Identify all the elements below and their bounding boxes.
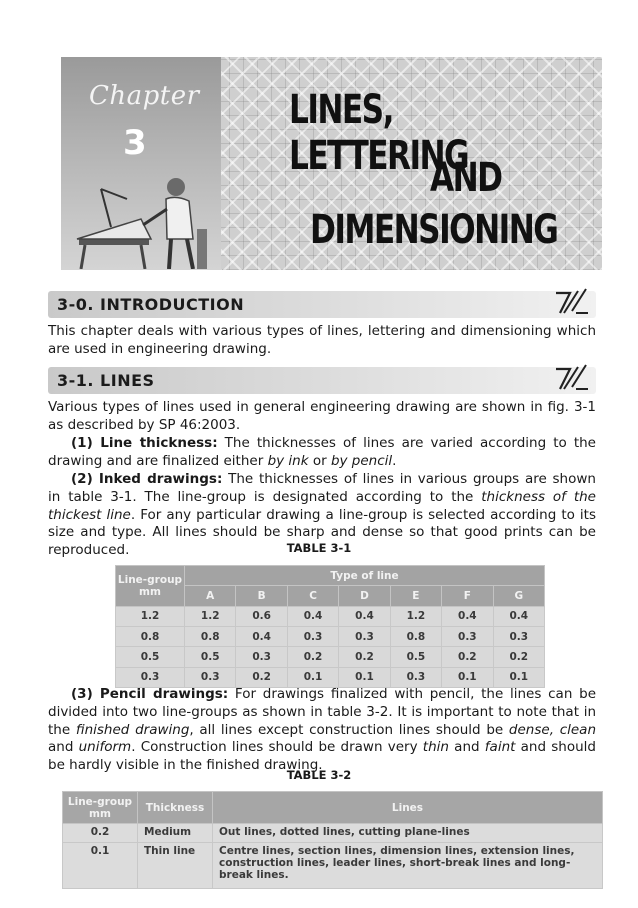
table-row — [63, 843, 603, 889]
table-cell: 0.3 — [116, 667, 185, 687]
section-heading-introduction — [48, 291, 596, 318]
chapter-label: Chapter — [89, 81, 200, 111]
table-cell: 0.4 — [339, 606, 390, 626]
table-cell: 0.4 — [287, 606, 338, 626]
table-cell: 0.3 — [493, 626, 544, 646]
table-cell: 0.8 — [390, 626, 441, 646]
pencil-marks-icon — [552, 283, 592, 321]
table-row — [63, 824, 603, 843]
table-header: Line-group mm — [116, 566, 185, 607]
paragraph-text: The thicknesses of lines in various groups are shown in table 3-1. The line-group is designated according to the — [48, 471, 596, 505]
introduction-text: This chapter deals with various types of lines, lettering and dimensioning which are used in engineering drawing. — [48, 323, 596, 357]
paragraph-text: and — [48, 739, 79, 756]
table-cell: 0.3 — [185, 667, 236, 687]
chapter-title-line-2: AND — [430, 155, 502, 201]
pencil-marks-icon — [552, 359, 592, 397]
table-3-1 — [115, 565, 545, 688]
table-cell: 0.5 — [116, 647, 185, 667]
table-header: A — [185, 586, 236, 606]
table-row — [116, 606, 545, 626]
paragraph-text: . — [392, 452, 397, 469]
table-cell: 1.2 — [390, 606, 441, 626]
emphasis-text: faint — [484, 739, 516, 756]
table-cell: 0.3 — [287, 626, 338, 646]
table-cell: 1.2 — [185, 606, 236, 626]
paragraph-text: and should be hardly visible in the finished drawing. — [48, 739, 596, 774]
table-cell: 1.2 — [116, 606, 185, 626]
pencil-drawings-label: (3) Pencil drawings: — [71, 686, 229, 702]
chapter-title-line-3: DIMENSIONING — [310, 207, 558, 253]
table-row — [116, 667, 545, 687]
table-cell: 0.2 — [63, 824, 138, 843]
emphasis-text: finished drawing — [75, 721, 190, 738]
emphasis-text: by pencil — [330, 452, 393, 469]
table-cell: Medium — [138, 824, 213, 843]
table-cell: 0.2 — [236, 667, 287, 687]
paragraph-text: . Construction lines should be drawn very — [131, 739, 423, 756]
table-cell: 0.1 — [442, 667, 493, 687]
paragraph-text: and — [448, 739, 485, 756]
table-cell: 0.5 — [390, 647, 441, 667]
table-header: Type of line — [185, 566, 545, 586]
chapter-number: 3 — [123, 123, 147, 163]
table-cell: 0.1 — [287, 667, 338, 687]
table-3-1-caption: TABLE 3-1 — [286, 541, 352, 555]
chapter-title-line-1: LINES, LETTERING — [289, 87, 469, 179]
table-header: E — [390, 586, 441, 606]
table-cell: 0.8 — [185, 626, 236, 646]
table-cell: 0.5 — [185, 647, 236, 667]
table-cell: 0.3 — [390, 667, 441, 687]
table-cell: 0.2 — [442, 647, 493, 667]
emphasis-text: dense, clean — [508, 721, 597, 738]
table-cell: 0.1 — [63, 843, 138, 889]
table-header: Line-group mm — [63, 792, 138, 824]
table-cell: 0.2 — [287, 647, 338, 667]
table-header: G — [493, 586, 544, 606]
table-header: Lines — [213, 792, 603, 824]
table-cell: 0.2 — [339, 647, 390, 667]
line-thickness-label: (1) Line thickness: — [71, 435, 218, 451]
lines-intro-text: Various types of lines used in general engineering drawing are shown in fig. 3-1 as described by SP 46:2003. — [48, 399, 596, 433]
table-cell: Centre lines, section lines, dimension lines, extension lines, construction lines, leader lines, short-break lines and long-break lines. — [213, 843, 603, 889]
table-header: B — [236, 586, 287, 606]
table-header: C — [287, 586, 338, 606]
table-3-2-caption: TABLE 3-2 — [286, 768, 352, 782]
emphasis-text: thin — [422, 739, 449, 756]
table-cell: 0.4 — [442, 606, 493, 626]
table-header: F — [442, 586, 493, 606]
line-thickness-paragraph — [48, 435, 596, 471]
paragraph-text: or — [308, 452, 331, 469]
table-cell: 0.8 — [116, 626, 185, 646]
paragraph-text: . For any particular drawing a line-group is selected according to its size and type. All lines should be sharp and dense so that good prints can be reproduced. — [48, 506, 596, 559]
paragraph-text: The thicknesses of lines are varied according to the drawing and are finalized either — [48, 435, 596, 469]
table-cell: 0.6 — [236, 606, 287, 626]
chapter-panel — [61, 57, 221, 270]
section-heading-label: 3-1. LINES — [57, 371, 155, 390]
table-cell: 0.4 — [236, 626, 287, 646]
chapter-banner — [61, 57, 602, 270]
paragraph-text: For drawings finalized with pencil, the lines can be divided into two line-groups as shown in table 3-2. It is important to note that in the — [48, 686, 596, 738]
table-cell: 0.3 — [236, 647, 287, 667]
table-row — [116, 626, 545, 646]
table-cell: Out lines, dotted lines, cutting plane-lines — [213, 824, 603, 843]
table-3-2 — [62, 791, 603, 889]
table-cell: 0.2 — [493, 647, 544, 667]
table-row — [116, 647, 545, 667]
table-header: D — [339, 586, 390, 606]
section-heading-label: 3-0. INTRODUCTION — [57, 295, 245, 314]
table-cell: 0.4 — [493, 606, 544, 626]
section-heading-lines — [48, 367, 596, 394]
pencil-drawings-paragraph — [48, 686, 596, 775]
table-cell: 0.1 — [339, 667, 390, 687]
drafter-illustration — [71, 169, 221, 269]
emphasis-text: thickness of the thickest line — [48, 488, 596, 523]
table-header: Thickness — [138, 792, 213, 824]
inked-drawings-label: (2) Inked drawings: — [71, 471, 223, 487]
table-cell: Thin line — [138, 843, 213, 889]
emphasis-text: uniform — [78, 739, 132, 756]
table-cell: 0.3 — [339, 626, 390, 646]
emphasis-text: by ink — [267, 452, 309, 469]
table-cell: 0.3 — [442, 626, 493, 646]
paragraph-text: , all lines except construction lines should be — [189, 721, 509, 738]
table-cell: 0.1 — [493, 667, 544, 687]
